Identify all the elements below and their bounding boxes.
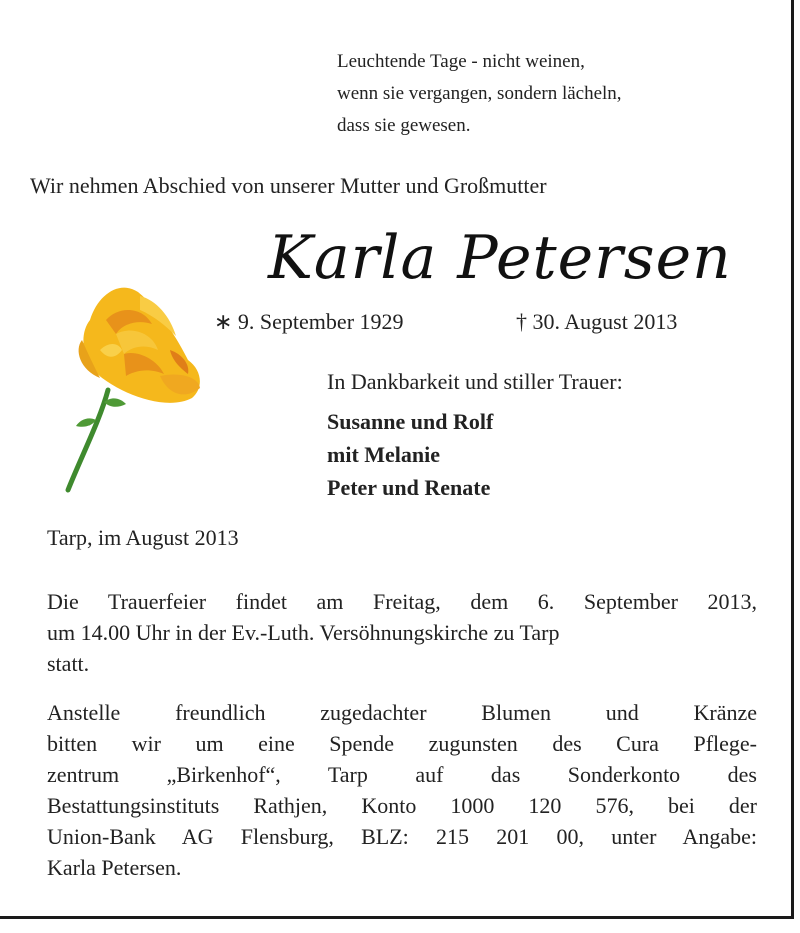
donation-line: zentrum „Birkenhof“, Tarp auf das Sonderkonto des <box>47 762 757 787</box>
poem-line: wenn sie vergangen, sondern lächeln, <box>337 83 622 104</box>
poem-line: dass sie gewesen. <box>337 115 471 136</box>
mourner-name: Peter und Renate <box>327 475 491 500</box>
gratitude-line: In Dankbarkeit und stiller Trauer: <box>327 369 623 394</box>
donation-line: Karla Petersen. <box>47 855 182 880</box>
funeral-line: Die Trauerfeier findet am Freitag, dem 6. September 2013, <box>47 589 757 614</box>
donation-line: Bestattungsinstituts Rathjen, Konto 1000 120 576, bei der <box>47 793 757 818</box>
farewell-intro: Wir nehmen Abschied von unserer Mutter und Großmutter <box>30 173 547 198</box>
funeral-line: statt. <box>47 651 90 676</box>
funeral-line: um 14.00 Uhr in der Ev.-Luth. Versöhnungskirche zu Tarp <box>47 620 560 645</box>
birth-date: ∗ 9. September 1929 <box>214 309 404 334</box>
mourners-list <box>327 405 493 504</box>
place-and-date: Tarp, im August 2013 <box>47 525 239 550</box>
poem-line: Leuchtende Tage - nicht weinen, <box>337 51 585 72</box>
death-date: † 30. August 2013 <box>516 309 678 334</box>
yellow-rose-icon <box>60 280 210 495</box>
donation-line: Anstelle freundlich zugedachter Blumen und Kränze <box>47 700 757 725</box>
donation-notice <box>47 697 757 883</box>
deceased-name: Karla Petersen <box>268 223 732 293</box>
funeral-notice <box>47 586 757 679</box>
poem <box>337 46 777 142</box>
mourner-name: mit Melanie <box>327 442 441 467</box>
mourner-name: Susanne und Rolf <box>327 409 494 434</box>
donation-line: Union-Bank AG Flensburg, BLZ: 215 201 00, unter Angabe: <box>47 824 757 849</box>
donation-line: bitten wir um eine Spende zugunsten des Cura Pflege- <box>47 731 757 756</box>
